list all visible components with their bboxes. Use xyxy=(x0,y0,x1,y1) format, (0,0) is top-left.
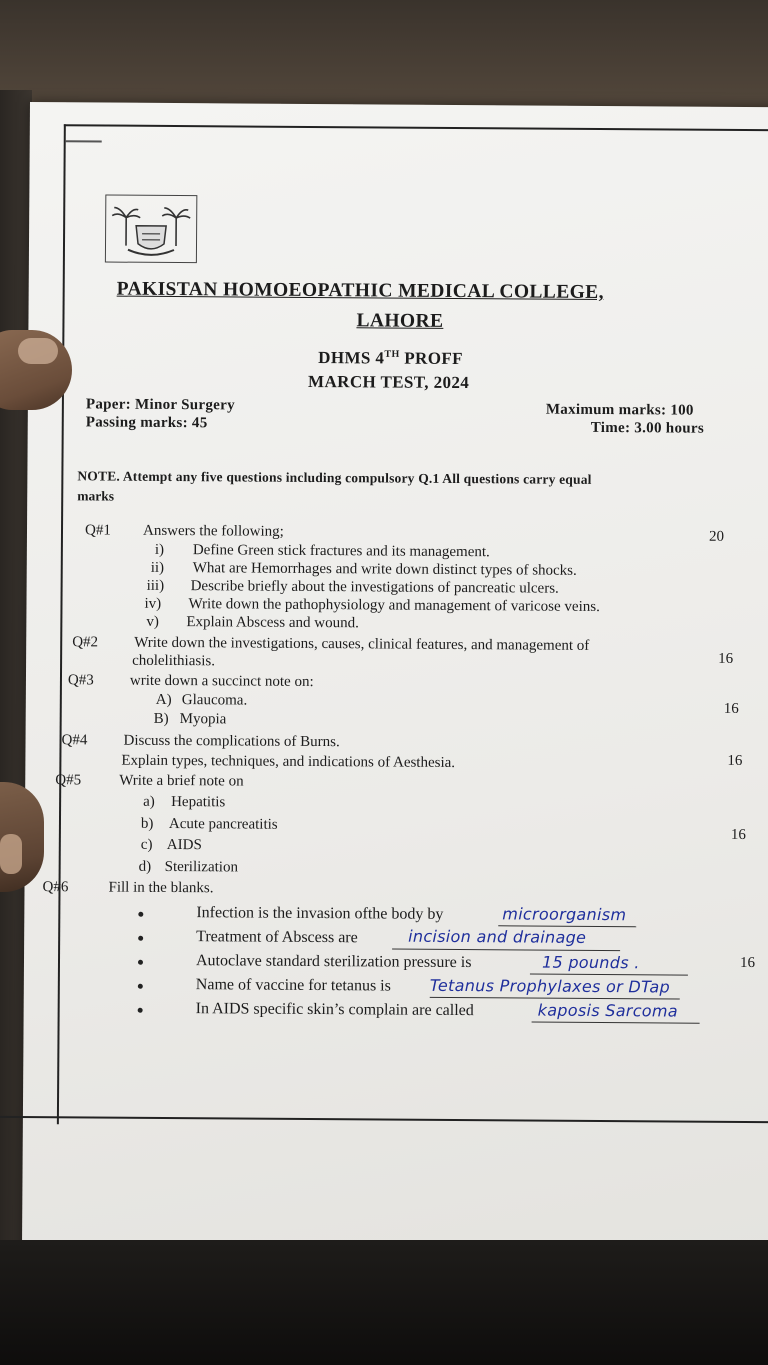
fill-blank-text: Name of vaccine for tetanus is xyxy=(195,976,391,995)
answer-blank-line xyxy=(392,949,620,952)
q5-item-label: d) xyxy=(138,858,152,875)
q1-item-text: Define Green stick fractures and its management. xyxy=(192,542,490,561)
q2-marks: 16 xyxy=(718,650,734,667)
q3-item-text: Glaucoma. xyxy=(181,692,248,709)
fill-blank-text: Infection is the invasion ofthe body by xyxy=(196,904,444,923)
program-title xyxy=(318,348,463,369)
handwritten-answer: microorganism xyxy=(502,904,627,925)
bullet-icon xyxy=(138,1008,143,1013)
q5-marks: 16 xyxy=(730,826,746,844)
q1-marks: 20 xyxy=(708,528,725,545)
q5-item-label: b) xyxy=(140,815,154,832)
q5-item-text: Hepatitis xyxy=(171,794,226,811)
thumbnail-bottom xyxy=(0,834,22,874)
q4-line-2: Explain types, techniques, and indications of Aesthesia. xyxy=(121,752,456,771)
q4-marks: 16 xyxy=(727,752,743,769)
q5-item-label: a) xyxy=(143,793,155,810)
page-border-bottom xyxy=(0,1116,768,1124)
q5-item-text: Acute pancreatitis xyxy=(168,815,278,833)
college-crest-icon xyxy=(106,196,196,263)
q5-item-text: AIDS xyxy=(166,836,202,854)
q1-item-text: Explain Abscess and wound. xyxy=(186,614,359,632)
q4-line-1: Discuss the complications of Burns. xyxy=(123,732,340,751)
q3-title: write down a succinct note on: xyxy=(129,672,314,690)
program-main: DHMS 4 xyxy=(318,348,385,368)
q1-item-label: iv) xyxy=(144,595,162,612)
handwritten-answer: Tetanus Prophylaxes or DTap xyxy=(429,975,671,997)
thumbnail-top xyxy=(18,338,58,364)
q2-line-1: Write down the investigations, causes, clinical features, and management of xyxy=(134,634,590,654)
q5-item-text: Sterilization xyxy=(164,858,239,876)
page-border-top xyxy=(64,124,768,131)
fill-blank-text: Treatment of Abscess are xyxy=(196,928,358,947)
bullet-icon xyxy=(138,936,143,941)
q4-number: Q#4 xyxy=(61,732,88,749)
q3-item-label: B) xyxy=(153,710,169,727)
fill-blank-text: Autoclave standard sterilization pressure is xyxy=(195,952,472,972)
bullet-icon xyxy=(138,984,143,989)
q3-item-label: A) xyxy=(155,691,172,709)
handwritten-answer: incision and drainage xyxy=(408,926,587,947)
time-allowed: Time: 3.00 hours xyxy=(590,419,705,437)
q1-item-label: i) xyxy=(154,541,165,558)
fill-blank-text: In AIDS specific skin’s complain are called xyxy=(195,1000,474,1020)
bullet-icon xyxy=(138,912,143,917)
paper-name: Paper: Minor Surgery xyxy=(85,396,235,414)
passing-marks: Passing marks: 45 xyxy=(85,414,208,432)
answer-blank-line xyxy=(430,997,680,1000)
maximum-marks: Maximum marks: 100 xyxy=(545,401,694,419)
q2-line-2: cholelithiasis. xyxy=(132,652,216,670)
handwritten-answer: 15 pounds . xyxy=(541,952,640,973)
program-rest: PROFF xyxy=(399,348,464,369)
q1-item-label: ii) xyxy=(150,559,165,576)
college-name: PAKISTAN HOMOEOPATHIC MEDICAL COLLEGE, xyxy=(116,278,604,304)
q5-item-label: c) xyxy=(140,836,153,853)
exam-paper xyxy=(22,102,768,1257)
page-border-left xyxy=(57,124,66,1124)
border-notch xyxy=(66,140,102,142)
college-city: LAHORE xyxy=(356,310,444,332)
test-title: MARCH TEST, 2024 xyxy=(307,371,470,393)
answer-blank-line xyxy=(532,1022,700,1024)
bullet-icon xyxy=(138,960,143,965)
college-logo xyxy=(105,195,197,264)
q1-item-text: Describe briefly about the investigations of pancreatic ulcers. xyxy=(190,578,559,597)
background-bottom xyxy=(0,1240,768,1365)
program-superscript: TH xyxy=(384,348,400,360)
q3-item-text: Myopia xyxy=(179,711,227,728)
q2-number: Q#2 xyxy=(72,634,99,651)
q6-number: Q#6 xyxy=(42,879,69,896)
q5-number: Q#5 xyxy=(55,772,82,789)
q1-item-text: Write down the pathophysiology and management of varicose veins. xyxy=(188,596,600,615)
note-line-2: marks xyxy=(77,488,115,504)
q1-item-text: What are Hemorrhages and write down distinct types of shocks. xyxy=(192,560,577,579)
q1-number: Q#1 xyxy=(84,522,111,539)
q6-title: Fill in the blanks. xyxy=(108,879,214,897)
q1-item-label: iii) xyxy=(146,577,165,594)
handwritten-answer: kaposis Sarcoma xyxy=(537,1000,678,1021)
answer-blank-line xyxy=(530,974,688,976)
q3-marks: 16 xyxy=(723,700,739,717)
q6-marks: 16 xyxy=(739,954,756,972)
q1-title: Answers the following; xyxy=(142,522,284,540)
q3-number: Q#3 xyxy=(67,672,94,689)
note-line-1: NOTE. Attempt any five questions including compulsory Q.1 All questions carry equal xyxy=(77,468,592,487)
q5-title: Write a brief note on xyxy=(119,772,244,790)
q1-item-label: v) xyxy=(146,613,159,630)
